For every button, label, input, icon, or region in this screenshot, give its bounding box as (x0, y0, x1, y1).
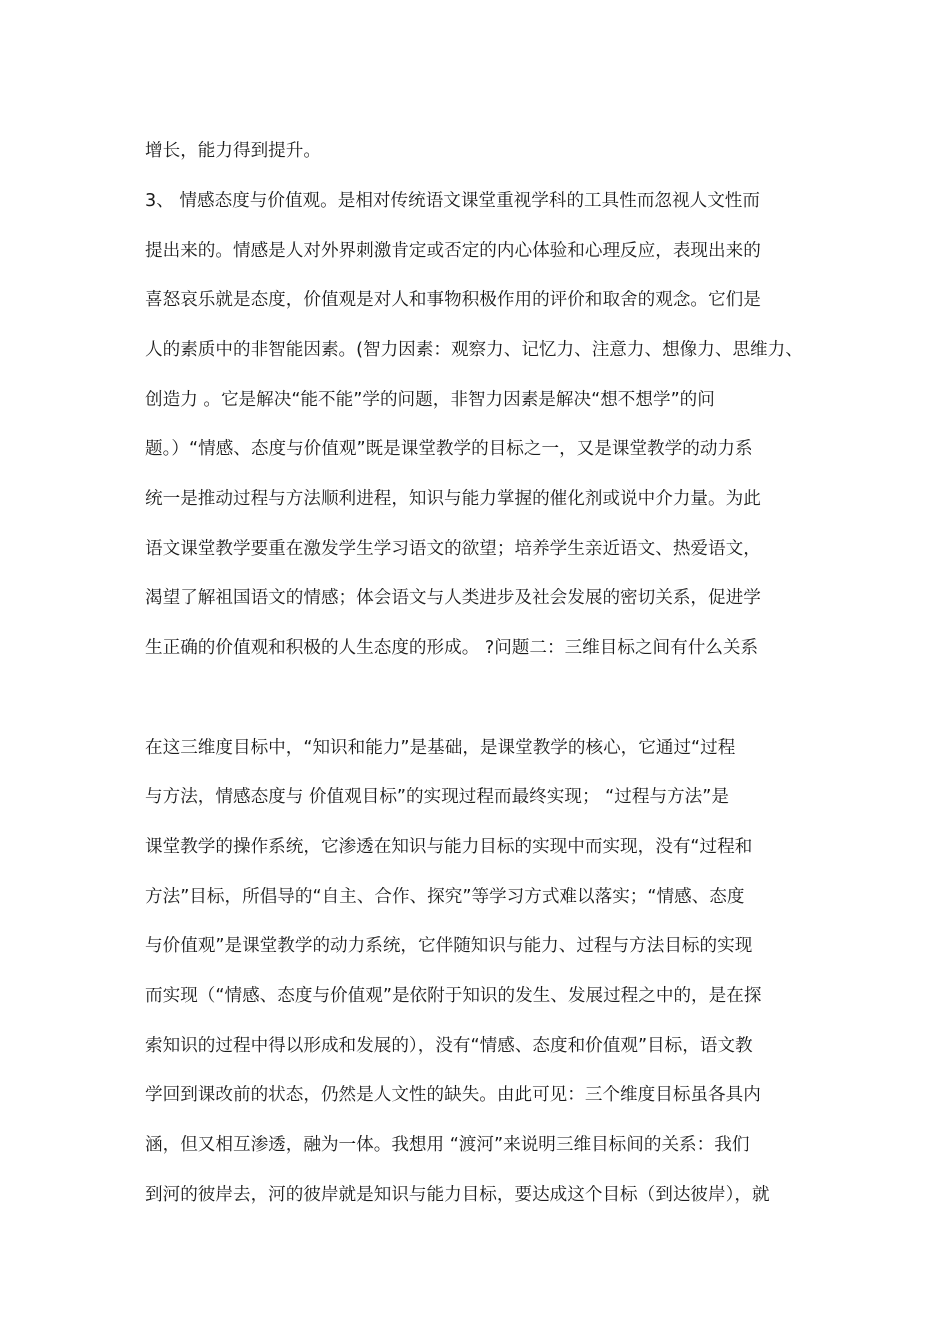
text-line: 喜怒哀乐就是态度，价值观是对人和事物积极作用的评价和取舍的观念。它们是 (145, 290, 761, 310)
text-line: 索知识的过程中得以形成和发展的），没有“情感、态度和价值观”目标，语文教 (145, 1036, 753, 1056)
text-line: 在这三维度目标中，“知识和能力”是基础，是课堂教学的核心，它通过“过程 (145, 738, 736, 758)
text-line: 3、 情感态度与价值观。是相对传统语文课堂重视学科的工具性而忽视人文性而 (145, 191, 760, 211)
text-line: 课堂教学的操作系统，它渗透在知识与能力目标的实现中而实现，没有“过程和 (145, 837, 753, 857)
text-line: 与价值观”是课堂教学的动力系统，它伴随知识与能力、过程与方法目标的实现 (145, 936, 753, 956)
text-line: 人的素质中的非智能因素。(智力因素：观察力、记忆力、注意力、想像力、思维力、 (145, 340, 803, 360)
text-line: 涵，但又相互渗透，融为一体。我想用 “渡河”来说明三维目标间的关系：我们 (145, 1135, 750, 1155)
text-line: 方法”目标，所倡导的“自主、合作、探究”等学习方式难以落实；“情感、态度 (145, 887, 745, 907)
text-line: 增长，能力得到提升。 (145, 141, 321, 161)
text-line: 渴望了解祖国语文的情感；体会语文与人类进步及社会发展的密切关系，促进学 (145, 588, 761, 608)
text-line: 题。）“情感、态度与价值观”既是课堂教学的目标之一，又是课堂教学的动力系 (145, 439, 753, 459)
text-line: 生正确的价值观和积极的人生态度的形成。 ?问题二：三维目标之间有什么关系 (145, 638, 759, 658)
text-line: 创造力 。它是解决“能不能”学的问题，非智力因素是解决“想不想学”的问 (145, 390, 715, 410)
text-line: 而实现（“情感、态度与价值观”是依附于知识的发生、发展过程之中的，是在探 (145, 986, 762, 1006)
text-line: 到河的彼岸去，河的彼岸就是知识与能力目标，要达成这个目标（到达彼岸），就 (145, 1185, 770, 1205)
text-line: 学回到课改前的状态，仍然是人文性的缺失。由此可见：三个维度目标虽各具内 (145, 1085, 761, 1105)
text-line: 与方法，情感态度与 价值观目标”的实现过程而最终实现； “过程与方法”是 (145, 787, 729, 807)
text-line: 统一是推动过程与方法顺利进程，知识与能力掌握的催化剂或说中介力量。为此 (145, 489, 761, 509)
text-line: 提出来的。情感是人对外界刺激肯定或否定的内心体验和心理反应，表现出来的 (145, 241, 761, 261)
text-line: 语文课堂教学要重在激发学生学习语文的欲望；培养学生亲近语文、热爱语文， (145, 539, 761, 559)
